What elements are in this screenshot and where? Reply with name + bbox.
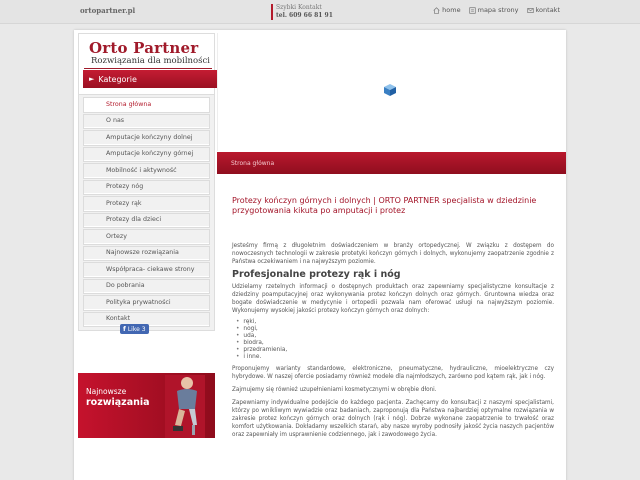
list-item: • przedramienia, [236, 347, 554, 354]
sidebar-item[interactable] [83, 279, 210, 295]
home-link[interactable] [433, 6, 460, 14]
sidebar-item[interactable] [83, 229, 210, 245]
sidebar-item-label: Polityka prywatności [84, 296, 209, 310]
mail-icon [527, 7, 534, 14]
logo-subtitle: Rozwiązania dla mobilności [91, 56, 210, 66]
approach-paragraph: Zapewniamy indywidualne podejście do każdego pacjenta. Zachęcamy do konsultacji z naszymi specjalistami, którzy po wnikliwym wywiadzie oraz badaniach, zaproponują dla Państwa najbardziej optymalne rozwiązania w zakresie protez kończyn górnych oraz dolnych (rąk i nóg). Dobrze wykonane zaopatrzenie to trwałość oraz komfort użytkowania. Dokładamy wszelkich starań, aby nasze wyroby podnosiły jakość życia naszych pacjentów oraz zapewniały im usprawnienie codziennego, jak i zawodowego życia. [232, 400, 554, 438]
arrow-right-icon: ► [89, 75, 95, 83]
sidebar-item-label: Amputacje kończyny górnej [84, 148, 209, 162]
list-item: • biodra, [236, 340, 554, 347]
list-item: • nogi, [236, 326, 554, 333]
intro-paragraph: Jesteśmy firmą z długoletnim doświadczeniem w branży ortopedycznej. W związku z dostępem do nowoczesnych technologii w zakresie protetyki kończyn górnych i dolnych, wykonujemy zaopatrzenie zgodnie z Państwa oczekiwaniem i na najwyższym poziomie. [232, 243, 554, 265]
variants-paragraph: Proponujemy warianty standardowe, elektroniczne, pneumatyczne, hydrauliczne, mioelektryczne czy hybrydowe. W naszej ofercie posiadamy również modele dla najmłodszych, zarówno pod kątem rąk, jak i nóg. [232, 366, 554, 380]
sidebar-item-label: Współpraca- ciekawe strony [84, 263, 209, 277]
sitemap-link-label: mapa strony [477, 6, 519, 14]
breadcrumb [217, 152, 566, 174]
sidebar-item-label: Strona główna [84, 98, 209, 112]
contact-link[interactable] [527, 6, 560, 14]
sidebar-item[interactable] [83, 97, 210, 113]
sidebar-item[interactable] [83, 213, 210, 229]
home-link-label: home [442, 6, 461, 14]
facebook-icon: f [123, 325, 126, 333]
hero-area [217, 33, 566, 151]
top-links [433, 6, 560, 14]
sidebar-item[interactable] [83, 196, 210, 212]
facebook-like-button[interactable] [120, 324, 149, 334]
sidebar-item[interactable] [83, 147, 210, 163]
sidebar-item-label: Protezy nóg [84, 181, 209, 195]
cube-icon [383, 83, 397, 97]
banner-line2: rozwiązania [86, 397, 150, 408]
prosthesis-list [236, 319, 554, 361]
top-bar [0, 0, 640, 24]
sidebar-item[interactable] [83, 295, 210, 311]
sidebar-item[interactable] [83, 130, 210, 146]
contact-link-label: kontakt [535, 6, 560, 14]
newest-solutions-banner[interactable] [78, 373, 215, 438]
sidebar-item-label: Protezy rąk [84, 197, 209, 211]
domain-label[interactable]: ortopartner.pl [80, 6, 136, 15]
list-item: • i inne. [236, 354, 554, 361]
sidebar-item-label: Najnowsze rozwiązania [84, 247, 209, 261]
sitemap-icon [469, 7, 476, 14]
sidebar-item[interactable] [83, 114, 210, 130]
sidebar-item[interactable] [83, 262, 210, 278]
logo-divider [84, 68, 212, 69]
services-paragraph: Udzielamy rzetelnych informacji o dostępnych produktach oraz zapewniamy specjalistyczne konsultacje z dziedziny poamputacyjnej oraz wykonywania protez kończyn dolnych oraz górnych. Gruntowna wiedza oraz bogate doświadczenie w medycynie i ortopedii pozwala nam oferować usługi na najwyższym poziomie. Wykonujemy wysokiej jakości protezy kończyn górnych oraz dolnych: [232, 284, 554, 314]
sidebar-item-label: Kontakt [84, 313, 209, 327]
home-icon [433, 7, 440, 14]
page-title: Protezy kończyn górnych i dolnych | ORTO PARTNER specjalista w dziedzinie przygotowania kikuta po amputacji i protez [232, 196, 537, 215]
sidebar-item[interactable] [83, 246, 210, 262]
banner-line1: Najnowsze [86, 387, 127, 396]
sidebar-item-label: Do pobrania [84, 280, 209, 294]
sidebar-item[interactable] [83, 180, 210, 196]
prosthesis-person-image [165, 375, 205, 438]
breadcrumb-item[interactable]: Strona główna [231, 159, 275, 167]
sidebar-item-label: Mobilność i aktywność [84, 164, 209, 178]
list-item: • uda, [236, 333, 554, 340]
sidebar-item-label: Protezy dla dzieci [84, 214, 209, 228]
page-container [74, 30, 566, 480]
quick-contact-title: Szybki Kontakt [276, 4, 322, 11]
sidebar-item[interactable] [83, 163, 210, 179]
list-item: • ręki, [236, 319, 554, 326]
section-heading: Profesjonalne protezy rąk i nóg [232, 269, 401, 280]
categories-heading: Kategorie [98, 74, 137, 84]
main-content [232, 196, 554, 439]
quick-contact-phone[interactable]: tel. 609 66 81 91 [276, 12, 333, 19]
sidebar-item-label: Ortezy [84, 230, 209, 244]
sitemap-link[interactable] [469, 6, 519, 14]
logo-title: Orto Partner [89, 39, 199, 57]
sidebar-item-label: O nas [84, 115, 209, 129]
quick-contact [271, 4, 333, 20]
facebook-like-label: Like 3 [127, 325, 146, 333]
sidebar-menu [78, 94, 215, 331]
cosmetic-paragraph: Zajmujemy się również uzupełnieniami kosmetycznymi w obrębie dłoni. [232, 387, 437, 393]
sidebar-item-label: Amputacje kończyny dolnej [84, 131, 209, 145]
logo[interactable] [78, 33, 215, 95]
categories-header [83, 70, 220, 88]
